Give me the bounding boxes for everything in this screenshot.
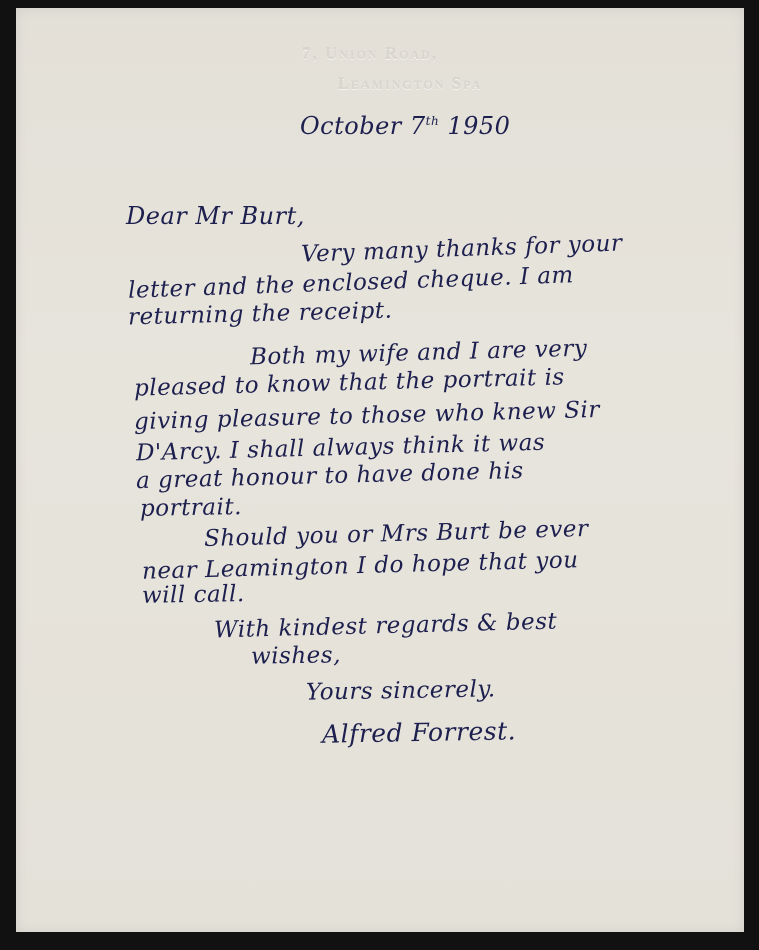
- body-line: letter and the enclosed cheque. I am: [127, 262, 575, 304]
- body-line: a great honour to have done his: [135, 457, 524, 495]
- body-line: will call.: [141, 581, 245, 609]
- body-line: Very many thanks for your: [300, 230, 623, 268]
- body-line: near Leamington I do hope that you: [141, 547, 579, 585]
- date-month-day: October 7: [300, 112, 426, 140]
- letter-date: [300, 112, 510, 140]
- body-line: Should you or Mrs Burt be ever: [203, 515, 589, 553]
- body-line: giving pleasure to those who knew Sir: [133, 396, 601, 436]
- body-line: Both my wife and I are very: [249, 335, 588, 371]
- signature: Alfred Forrest.: [321, 716, 517, 749]
- body-line: wishes,: [250, 642, 342, 670]
- date-suffix: th: [425, 114, 440, 128]
- letterhead-address: 7, Union Road,: [301, 44, 439, 63]
- body-line: pleased to know that the portrait is: [133, 364, 566, 402]
- letter-page: [16, 8, 744, 932]
- closing: Yours sincerely.: [305, 676, 496, 706]
- body-line: returning the receipt.: [127, 297, 393, 331]
- salutation: Dear Mr Burt,: [126, 202, 305, 230]
- body-line: portrait.: [139, 494, 243, 522]
- letterhead-town: Leamington Spa: [337, 74, 483, 93]
- date-year: 1950: [447, 112, 511, 140]
- body-line: D'Arcy. I shall always think it was: [135, 429, 546, 467]
- body-line: With kindest regards & best: [213, 608, 558, 644]
